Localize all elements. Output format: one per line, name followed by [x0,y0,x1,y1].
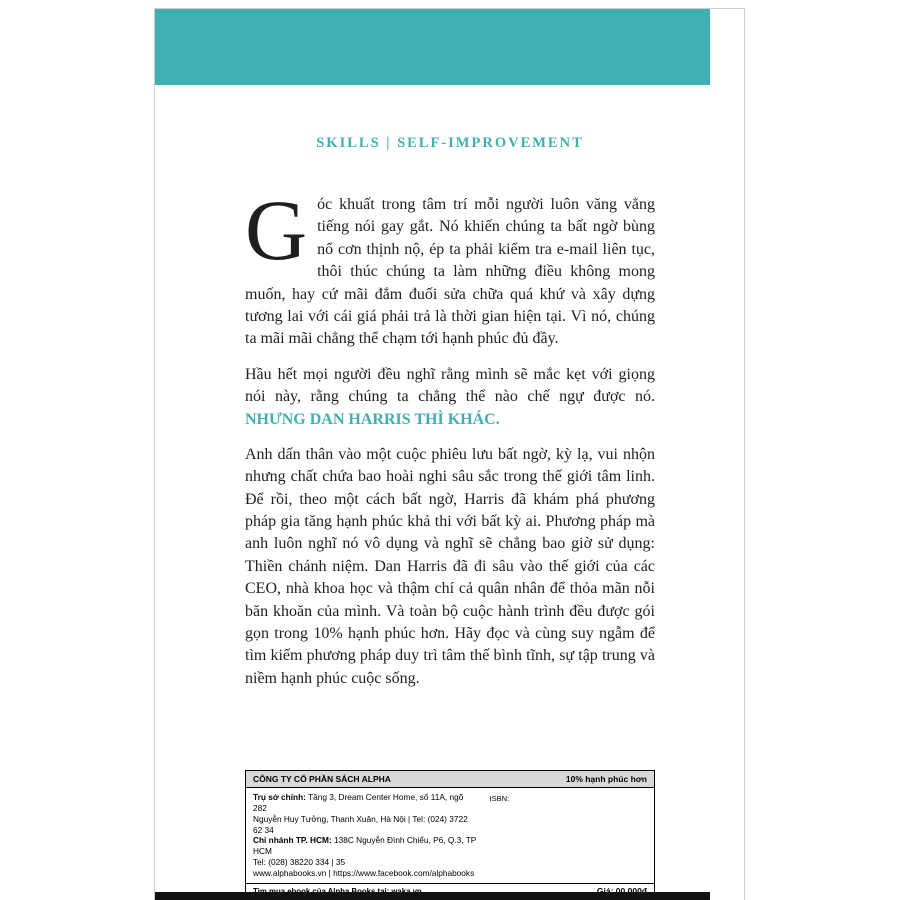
top-color-band [155,9,710,85]
paragraph-3-text: Anh dấn thân vào một cuộc phiêu lưu bất ngờ, kỳ lạ, vui nhộn nhưng chất chứa bao hoài nghi sâu sắc trong thế giới tâm linh. Để rồi, theo một cách bất ngờ, Harris đã khám phá phương pháp gia tăng hạnh phúc khả thi với bất kỳ ai. Phương pháp mà anh luôn nghĩ nó vô dụng và nghĩ sẽ chẳng bao giờ sử dụng: Thiền chánh niệm. Dan Harris đã đi sâu vào thế giới của các CEO, nhà khoa học và thậm chí cả quân nhân để thỏa mãn nỗi băn khoăn của mình. Và toàn bộ cuộc hành trình đều được gói gọn trong 10% hạnh phúc hơn. Hãy đọc và cùng suy ngẫm để tìm kiếm phương pháp duy trì tâm thế bình tĩnh, sự tập trung và niềm hạnh phúc cuộc sống. [245,445,655,687]
address-line [253,868,478,879]
paragraph-1 [245,182,655,351]
address-line-text: Nguyễn Huy Tưởng, Thanh Xuân, Hà Nội | Tel: (024) 3722 62 34 [253,813,468,835]
publisher-company-name: CÔNG TY CỔ PHẦN SÁCH ALPHA [253,774,391,785]
publisher-box-header [246,771,654,788]
paragraph-3 [245,444,655,690]
address-line-text: 138C Nguyễn Đình Chiểu, P6, Q.3, TP HCM [253,835,477,857]
address-line-text: Tầng 3, Dream Center Home, số 11A, ngõ 282 [253,792,464,813]
address-line-label: Chi nhánh TP. HCM: [253,835,332,846]
address-line-text: www.alphabooks.vn | https://www.facebook.com/alphabooks [253,867,475,878]
address-line [253,857,478,868]
publisher-address [253,792,478,878]
book-title: 10% hạnh phúc hơn [565,774,647,785]
book-back-cover [154,8,745,900]
paragraph-2 [245,364,655,431]
paragraph-2-text: Hầu hết mọi người đều nghĩ rằng mình sẽ mắc kẹt với giọng nói này, rằng chúng ta chẳng thể nào chế ngự được nó. [245,365,655,406]
drop-cap: G [245,182,308,278]
category-header: SKILLS | SELF-IMPROVEMENT [316,135,584,151]
address-line [253,814,478,836]
cover-content [245,85,655,899]
publisher-info-box [245,770,655,899]
publisher-box-body [246,788,654,883]
address-line-text: Tel: (028) 38220 334 | 35 [253,856,346,867]
address-line [253,792,478,814]
highlight-text: NHƯNG DAN HARRIS THÌ KHÁC. [245,410,500,428]
paragraph-1-text: óc khuất trong tâm trí mỗi người luôn văng vẳng tiếng nói gay gắt. Nó khiến chúng ta bất ngờ bùng nổ cơn thịnh nộ, ép ta phải kiểm tra e-mail liên tục, thôi thúc chúng ta làm những điều không mong muốn, hay cứ mãi đắm đuối sửa chữa quá khứ và xây dựng tương lai với cái giá phải trả là thời gian hiện tại. Vì nó, chúng ta mãi mãi chẳng thể chạm tới hạnh phúc đủ đầy. [245,196,655,348]
blurb-text-block [245,182,655,690]
isbn-label: ISBN: [489,794,510,804]
address-line-label: Trụ sở chính: [253,792,306,803]
bottom-black-bar [155,892,710,900]
address-line [253,835,478,857]
